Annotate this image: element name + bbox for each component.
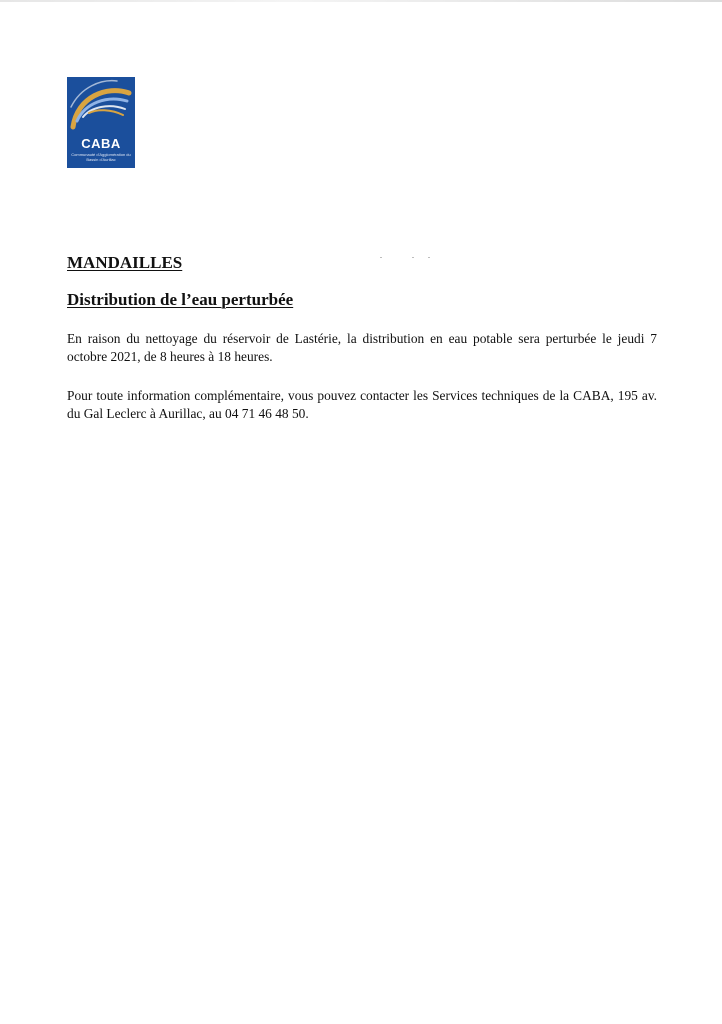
logo-tagline: Communauté d'Agglomération du Bassin d'Aurillac [71,152,131,162]
contact-paragraph: Pour toute information complémentaire, vous pouvez contacter les Services techniques de la CABA, 195 av. du Gal Leclerc à Aurillac, au 04 71 46 48 50. [67,388,657,421]
scan-speck [428,257,430,258]
caba-logo [67,77,135,168]
caba-swoosh-icon [67,77,135,137]
notice-subject: Distribution de l’eau perturbée [67,290,294,309]
town-title: MANDAILLES [67,253,183,272]
scan-speck [380,257,382,258]
notice-paragraph: En raison du nettoyage du réservoir de Lastérie, la distribution en eau potable sera perturbée le jeudi 7 octobre 2021, de 8 heures à 18 heures. [67,331,657,364]
scan-edge [0,0,722,2]
scan-speck [412,257,414,258]
logo-name: CABA [81,136,121,151]
